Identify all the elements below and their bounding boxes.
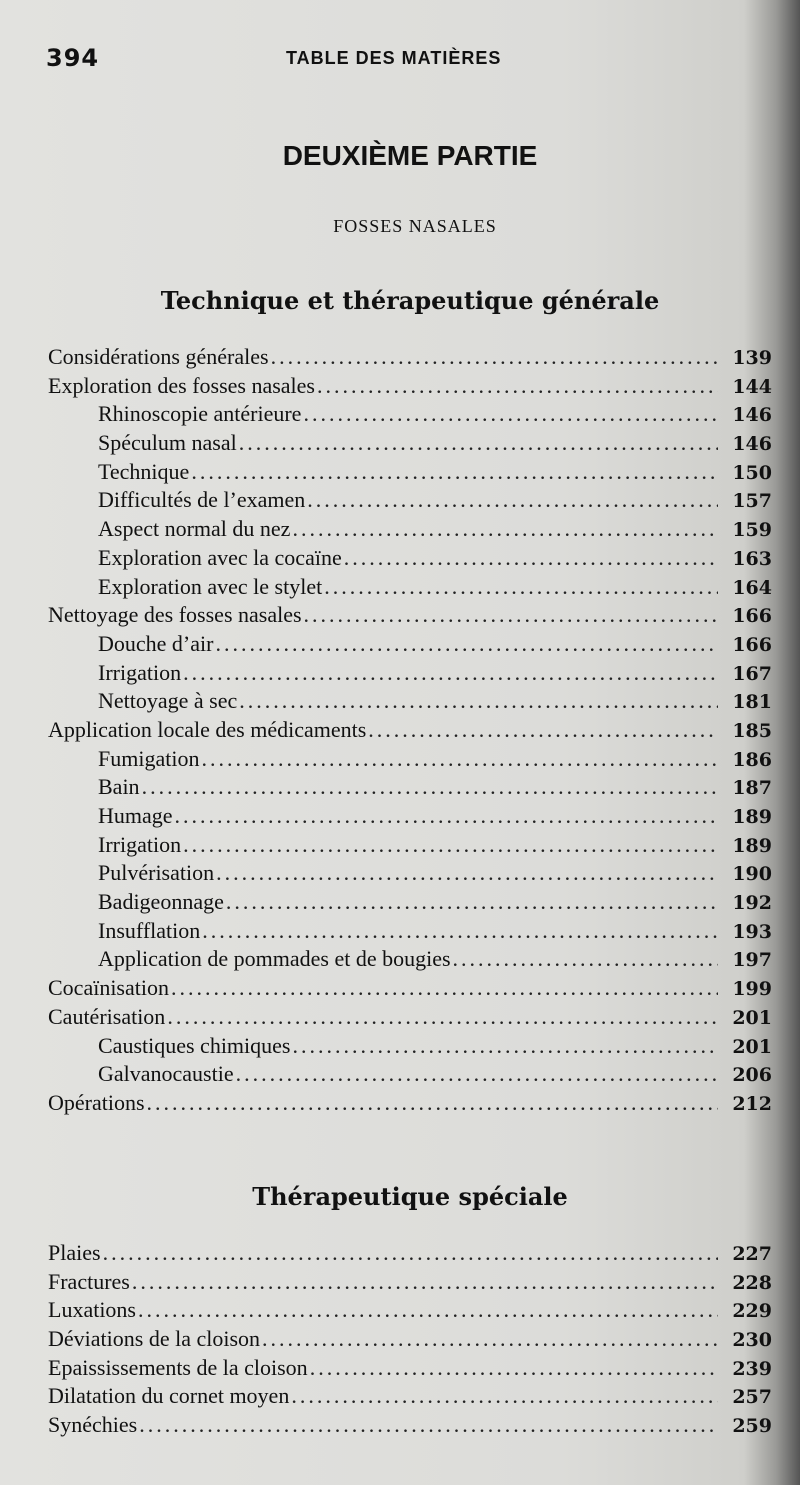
toc-entry-page: 197 xyxy=(732,949,772,972)
toc-entry-label: Caustiques chimiques xyxy=(98,1032,291,1058)
toc-entry xyxy=(48,946,772,975)
toc-entry xyxy=(48,373,772,402)
toc-entry-page: 259 xyxy=(732,1415,772,1438)
dot-leader xyxy=(183,832,718,858)
toc-entry-label: Fumigation xyxy=(98,745,200,771)
dot-leader xyxy=(344,545,718,571)
toc-entry-label: Dilatation du cornet moyen xyxy=(48,1383,290,1409)
toc-entry xyxy=(48,401,772,430)
toc-entry xyxy=(48,1061,772,1090)
toc-entry xyxy=(48,631,772,660)
toc-entry-page: 193 xyxy=(732,920,772,943)
page-header xyxy=(46,44,750,74)
toc-entry-page: 159 xyxy=(732,519,772,542)
toc-entry-page: 186 xyxy=(732,748,772,771)
toc-entry xyxy=(48,487,772,516)
dot-leader xyxy=(317,373,718,399)
toc-entry xyxy=(48,1355,772,1384)
dot-leader xyxy=(226,889,718,915)
dot-leader xyxy=(303,401,718,427)
toc-entry-label: Aspect normal du nez xyxy=(98,516,291,542)
toc-entry xyxy=(48,574,772,603)
dot-leader xyxy=(262,1326,718,1352)
toc-entry-page: 163 xyxy=(732,547,772,570)
toc-entry xyxy=(48,1326,772,1355)
toc-entry-label: Exploration des fosses nasales xyxy=(48,372,315,398)
toc-entry xyxy=(48,860,772,889)
toc-entry-page: 192 xyxy=(732,892,772,915)
toc-entry-label: Insufflation xyxy=(98,917,201,943)
toc-entry-page: 230 xyxy=(732,1329,772,1352)
running-title: TABLE DES MATIÈRES xyxy=(286,48,502,68)
dot-leader xyxy=(132,1269,718,1295)
toc-entry-page: 167 xyxy=(732,662,772,685)
toc-entry-page: 146 xyxy=(732,404,772,427)
toc-entry-label: Nettoyage des fosses nasales xyxy=(48,602,302,628)
toc-list-special xyxy=(48,1240,772,1441)
toc-entry-page: 146 xyxy=(732,433,772,456)
toc-entry xyxy=(48,459,772,488)
toc-entry xyxy=(48,975,772,1004)
toc-entry-label: Opérations xyxy=(48,1089,145,1115)
dot-leader xyxy=(202,918,718,944)
toc-entry xyxy=(48,1269,772,1298)
toc-entry xyxy=(48,803,772,832)
part-title: DEUXIÈME PARTIE xyxy=(282,140,538,171)
dot-leader xyxy=(167,1004,718,1030)
page-number: 394 xyxy=(46,44,100,72)
toc-entry-page: 190 xyxy=(732,863,772,886)
toc-entry-page: 201 xyxy=(732,1006,772,1029)
toc-entry xyxy=(48,688,772,717)
dot-leader xyxy=(292,516,718,542)
toc-entry-page: 187 xyxy=(732,777,772,800)
dot-leader xyxy=(216,860,718,886)
toc-entry-page: 185 xyxy=(732,719,772,742)
toc-entry-label: Application de pommades et de bougies xyxy=(98,946,451,972)
toc-entry-page: 189 xyxy=(732,806,772,828)
toc-entry-page: 166 xyxy=(732,605,772,628)
toc-entry-label: Difficultés de l’examen xyxy=(98,487,306,513)
toc-entry-label: Bain xyxy=(98,774,140,800)
section-heading-special: Thérapeutique spéciale xyxy=(252,1182,568,1211)
dot-leader xyxy=(368,717,718,743)
toc-entry-label: Plaies xyxy=(48,1240,101,1265)
dot-leader xyxy=(139,1412,718,1438)
dot-leader xyxy=(324,574,718,600)
toc-entry-page: 212 xyxy=(732,1092,772,1115)
toc-entry-page: 199 xyxy=(732,978,772,1001)
toc-entry-page: 144 xyxy=(732,375,772,398)
toc-entry-label: Humage xyxy=(98,803,173,828)
dot-leader xyxy=(271,344,718,370)
dot-leader xyxy=(239,430,718,456)
toc-entry-label: Douche d’air xyxy=(98,630,214,656)
dot-leader xyxy=(138,1297,718,1323)
toc-entry-label: Cocaïnisation xyxy=(48,975,169,1001)
dot-leader xyxy=(453,946,718,972)
toc-entry-page: 139 xyxy=(732,347,772,369)
dot-leader xyxy=(292,1033,718,1059)
toc-entry-label: Synéchies xyxy=(48,1412,138,1438)
section-heading-general: Technique et thérapeutique générale xyxy=(160,286,660,315)
toc-entry-label: Epaississements de la cloison xyxy=(48,1354,308,1380)
toc-entry xyxy=(48,889,772,918)
toc-entry-label: Application locale des médicaments xyxy=(48,716,367,742)
toc-entry-label: Galvanocaustie xyxy=(98,1061,234,1087)
toc-entry xyxy=(48,545,772,574)
dot-leader xyxy=(201,746,718,772)
toc-entry xyxy=(48,717,772,746)
dot-leader xyxy=(291,1383,718,1409)
toc-entry-label: Exploration avec le stylet xyxy=(98,573,323,599)
toc-entry-page: 228 xyxy=(732,1271,772,1294)
toc-entry-page: 150 xyxy=(732,461,772,484)
dot-leader xyxy=(183,660,718,686)
dot-leader xyxy=(103,1240,718,1266)
toc-entry-label: Nettoyage à sec xyxy=(98,688,238,714)
toc-entry-label: Irrigation xyxy=(98,659,182,685)
toc-entry-label: Déviations de la cloison xyxy=(48,1326,261,1352)
dot-leader xyxy=(171,975,718,1001)
toc-entry-label: Exploration avec la cocaïne xyxy=(98,544,342,570)
dot-leader xyxy=(175,803,718,829)
toc-entry xyxy=(48,1297,772,1326)
toc-entry-label: Spéculum nasal xyxy=(98,430,237,456)
toc-entry xyxy=(48,344,772,373)
toc-entry-label: Luxations xyxy=(48,1297,136,1323)
toc-entry xyxy=(48,1240,772,1269)
dot-leader xyxy=(236,1061,718,1087)
toc-entry-page: 239 xyxy=(732,1357,772,1380)
toc-entry xyxy=(48,1383,772,1412)
toc-entry-page: 181 xyxy=(732,691,772,714)
toc-entry-page: 164 xyxy=(732,576,772,599)
dot-leader xyxy=(304,602,718,628)
dot-leader xyxy=(191,459,718,485)
toc-entry-label: Cautérisation xyxy=(48,1003,166,1029)
toc-entry xyxy=(48,516,772,545)
toc-entry-label: Considérations générales xyxy=(48,344,269,369)
toc-entry-page: 257 xyxy=(732,1386,772,1409)
toc-entry-page: 157 xyxy=(732,490,772,513)
dot-leader xyxy=(310,1355,718,1381)
toc-entry-page: 206 xyxy=(732,1064,772,1087)
toc-entry xyxy=(48,1004,772,1033)
toc-entry-page: 229 xyxy=(732,1300,772,1323)
dot-leader xyxy=(142,774,718,800)
toc-entry-label: Badigeonnage xyxy=(98,889,224,915)
toc-entry xyxy=(48,832,772,861)
toc-entry xyxy=(48,660,772,689)
toc-entry-label: Pulvérisation xyxy=(98,860,215,886)
toc-entry-page: 166 xyxy=(732,633,772,656)
toc-entry xyxy=(48,430,772,459)
toc-entry xyxy=(48,918,772,947)
dot-leader xyxy=(239,688,718,714)
toc-entry-label: Technique xyxy=(98,458,190,484)
subtitle: FOSSES NASALES xyxy=(333,216,497,236)
toc-entry xyxy=(48,1033,772,1062)
toc-entry-page: 189 xyxy=(732,834,772,857)
toc-entry xyxy=(48,1412,772,1441)
toc-list-general xyxy=(48,344,772,1119)
toc-entry xyxy=(48,1090,772,1119)
toc-entry xyxy=(48,774,772,803)
dot-leader xyxy=(307,487,718,513)
toc-entry xyxy=(48,746,772,775)
toc-entry-label: Rhinoscopie antérieure xyxy=(98,401,302,427)
toc-entry-page: 227 xyxy=(732,1243,772,1265)
toc-entry-label: Irrigation xyxy=(98,831,182,857)
dot-leader xyxy=(147,1090,718,1116)
toc-entry-page: 201 xyxy=(732,1035,772,1058)
dot-leader xyxy=(215,631,718,657)
toc-entry xyxy=(48,602,772,631)
toc-entry-label: Fractures xyxy=(48,1268,130,1294)
